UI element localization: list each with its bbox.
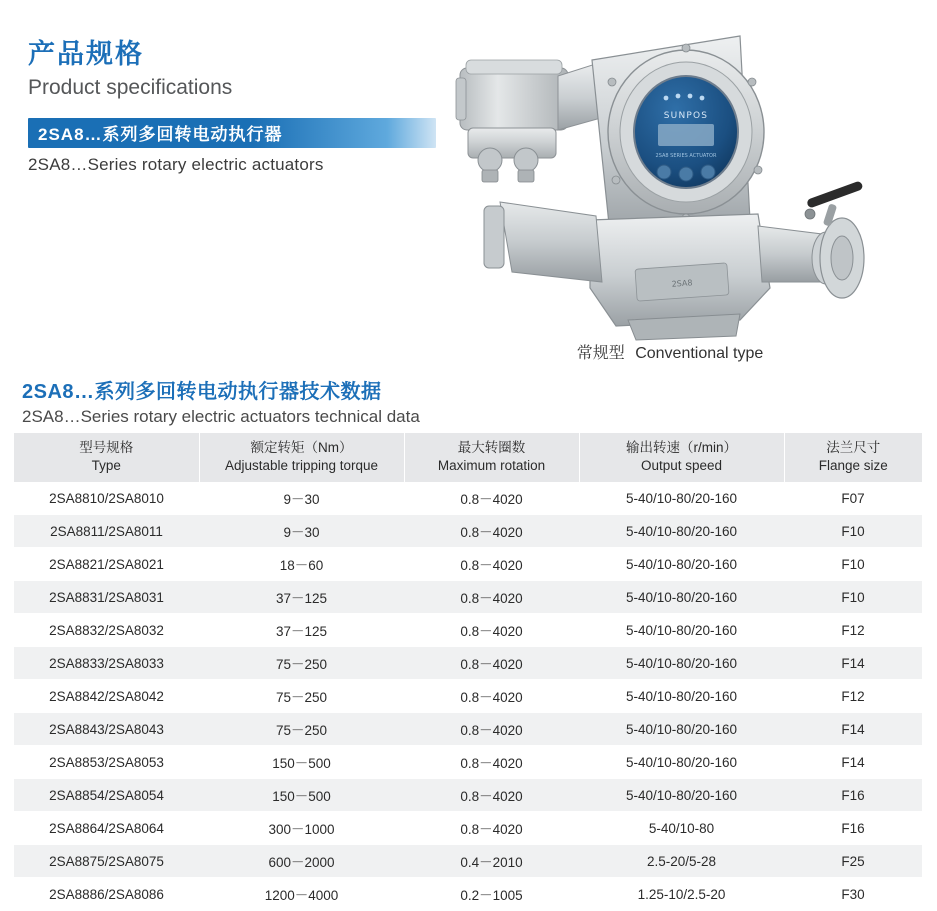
table-row xyxy=(14,482,922,515)
table-row xyxy=(14,746,922,779)
cell-flange: F12 xyxy=(784,680,922,713)
cell-flange: F10 xyxy=(784,581,922,614)
cell-flange: F14 xyxy=(784,746,922,779)
page-title-cn: 产品规格 xyxy=(28,39,144,69)
column-header-speed-cn: 输出转速（r/min） xyxy=(626,440,737,455)
table-row xyxy=(14,647,922,680)
column-header-rotation-en: Maximum rotation xyxy=(437,458,546,474)
cell-torque: 1200－4000 xyxy=(199,878,404,911)
cell-torque: 75－250 xyxy=(199,680,404,713)
table-row xyxy=(14,680,922,713)
table-header-row xyxy=(14,433,922,482)
cell-speed: 1.25-10/2.5-20 xyxy=(579,878,784,911)
table-row xyxy=(14,812,922,845)
cell-rotation: 0.8－4020 xyxy=(404,680,579,713)
cell-type: 2SA8833/2SA8033 xyxy=(14,647,199,680)
specifications-table xyxy=(14,433,922,911)
cell-flange: F10 xyxy=(784,548,922,581)
cell-rotation: 0.8－4020 xyxy=(404,812,579,845)
cell-speed: 5-40/10-80/20-160 xyxy=(579,746,784,779)
column-header-type-cn: 型号规格 xyxy=(79,440,134,455)
cell-type: 2SA8842/2SA8042 xyxy=(14,680,199,713)
cell-torque: 150－500 xyxy=(199,746,404,779)
cell-torque: 37－125 xyxy=(199,581,404,614)
column-header-rotation xyxy=(404,433,579,482)
table-row xyxy=(14,548,922,581)
actuator-illustration xyxy=(440,20,900,365)
cell-speed: 5-40/10-80/20-160 xyxy=(579,581,784,614)
table-row xyxy=(14,845,922,878)
product-caption-en: Conventional type xyxy=(635,345,764,362)
product-caption xyxy=(440,340,900,363)
cell-type: 2SA8854/2SA8054 xyxy=(14,779,199,812)
cell-speed: 5-40/10-80 xyxy=(579,812,784,845)
cell-rotation: 0.8－4020 xyxy=(404,581,579,614)
cell-flange: F14 xyxy=(784,713,922,746)
product-caption-cn: 常规型 xyxy=(576,345,625,362)
cell-type: 2SA8875/2SA8075 xyxy=(14,845,199,878)
cell-speed: 2.5-20/5-28 xyxy=(579,845,784,878)
cell-type: 2SA8821/2SA8021 xyxy=(14,548,199,581)
table-row xyxy=(14,713,922,746)
series-banner xyxy=(28,118,436,148)
cell-speed: 5-40/10-80/20-160 xyxy=(579,680,784,713)
cell-torque: 37－125 xyxy=(199,614,404,647)
cell-rotation: 0.8－4020 xyxy=(404,713,579,746)
cell-rotation: 0.8－4020 xyxy=(404,614,579,647)
table-body xyxy=(14,482,922,911)
cell-torque: 300－1000 xyxy=(199,812,404,845)
cell-flange: F07 xyxy=(784,482,922,515)
cell-type: 2SA8811/2SA8011 xyxy=(14,515,199,548)
cell-speed: 5-40/10-80/20-160 xyxy=(579,614,784,647)
cell-torque: 18－60 xyxy=(199,548,404,581)
cell-flange: F16 xyxy=(784,812,922,845)
cell-type: 2SA8832/2SA8032 xyxy=(14,614,199,647)
cell-speed: 5-40/10-80/20-160 xyxy=(579,779,784,812)
cell-rotation: 0.8－4020 xyxy=(404,515,579,548)
cell-flange: F14 xyxy=(784,647,922,680)
cell-speed: 5-40/10-80/20-160 xyxy=(579,482,784,515)
column-header-flange-cn: 法兰尺寸 xyxy=(826,440,881,455)
cell-rotation: 0.8－4020 xyxy=(404,482,579,515)
table-row xyxy=(14,878,922,911)
table-section-heading xyxy=(22,375,722,427)
cell-type: 2SA8831/2SA8031 xyxy=(14,581,199,614)
table-header xyxy=(14,433,922,482)
cell-rotation: 0.4－2010 xyxy=(404,845,579,878)
column-header-flange-en: Flange size xyxy=(818,458,888,474)
column-header-speed-en: Output speed xyxy=(640,458,723,474)
cell-speed: 5-40/10-80/20-160 xyxy=(579,713,784,746)
cell-rotation: 0.8－4020 xyxy=(404,746,579,779)
cell-rotation: 0.8－4020 xyxy=(404,548,579,581)
cell-type: 2SA8886/2SA8086 xyxy=(14,878,199,911)
cell-torque: 150－500 xyxy=(199,779,404,812)
table-heading-en: 2SA8…Series rotary electric actuators technical data xyxy=(22,407,420,426)
cell-type: 2SA8810/2SA8010 xyxy=(14,482,199,515)
cell-speed: 5-40/10-80/20-160 xyxy=(579,647,784,680)
cell-rotation: 0.2－1005 xyxy=(404,878,579,911)
cell-torque: 9－30 xyxy=(199,482,404,515)
cell-speed: 5-40/10-80/20-160 xyxy=(579,515,784,548)
cell-flange: F30 xyxy=(784,878,922,911)
page-header xyxy=(28,38,468,175)
table-row xyxy=(14,779,922,812)
column-header-torque-cn: 额定转矩（Nm） xyxy=(250,440,353,455)
cell-type: 2SA8853/2SA8053 xyxy=(14,746,199,779)
svg-text:2SA8: 2SA8 xyxy=(671,278,693,289)
table-row xyxy=(14,515,922,548)
series-subtitle-en: 2SA8…Series rotary electric actuators xyxy=(28,154,324,174)
cell-torque: 75－250 xyxy=(199,647,404,680)
cell-torque: 600－2000 xyxy=(199,845,404,878)
cell-torque: 9－30 xyxy=(199,515,404,548)
cell-torque: 75－250 xyxy=(199,713,404,746)
cell-flange: F25 xyxy=(784,845,922,878)
cell-flange: F10 xyxy=(784,515,922,548)
cell-flange: F12 xyxy=(784,614,922,647)
series-banner-label: 2SA8…系列多回转电动执行器 xyxy=(38,125,283,145)
column-header-flange xyxy=(784,433,922,482)
cell-rotation: 0.8－4020 xyxy=(404,647,579,680)
column-header-speed xyxy=(579,433,784,482)
cell-speed: 5-40/10-80/20-160 xyxy=(579,548,784,581)
table-heading-cn: 2SA8…系列多回转电动执行器技术数据 xyxy=(22,381,382,403)
product-image xyxy=(440,20,900,365)
column-header-type xyxy=(14,433,199,482)
table-row xyxy=(14,581,922,614)
cell-rotation: 0.8－4020 xyxy=(404,779,579,812)
cell-type: 2SA8843/2SA8043 xyxy=(14,713,199,746)
svg-text:SUNPOS: SUNPOS xyxy=(663,111,709,121)
column-header-type-en: Type xyxy=(91,458,121,474)
column-header-torque xyxy=(199,433,404,482)
cell-flange: F16 xyxy=(784,779,922,812)
page-title-en: Product specifications xyxy=(28,76,233,100)
cell-type: 2SA8864/2SA8064 xyxy=(14,812,199,845)
svg-text:2SA8 SERIES ACTUATOR: 2SA8 SERIES ACTUATOR xyxy=(655,153,717,159)
column-header-rotation-cn: 最大转圈数 xyxy=(457,440,526,455)
column-header-torque-en: Adjustable tripping torque xyxy=(224,458,379,474)
table-row xyxy=(14,614,922,647)
